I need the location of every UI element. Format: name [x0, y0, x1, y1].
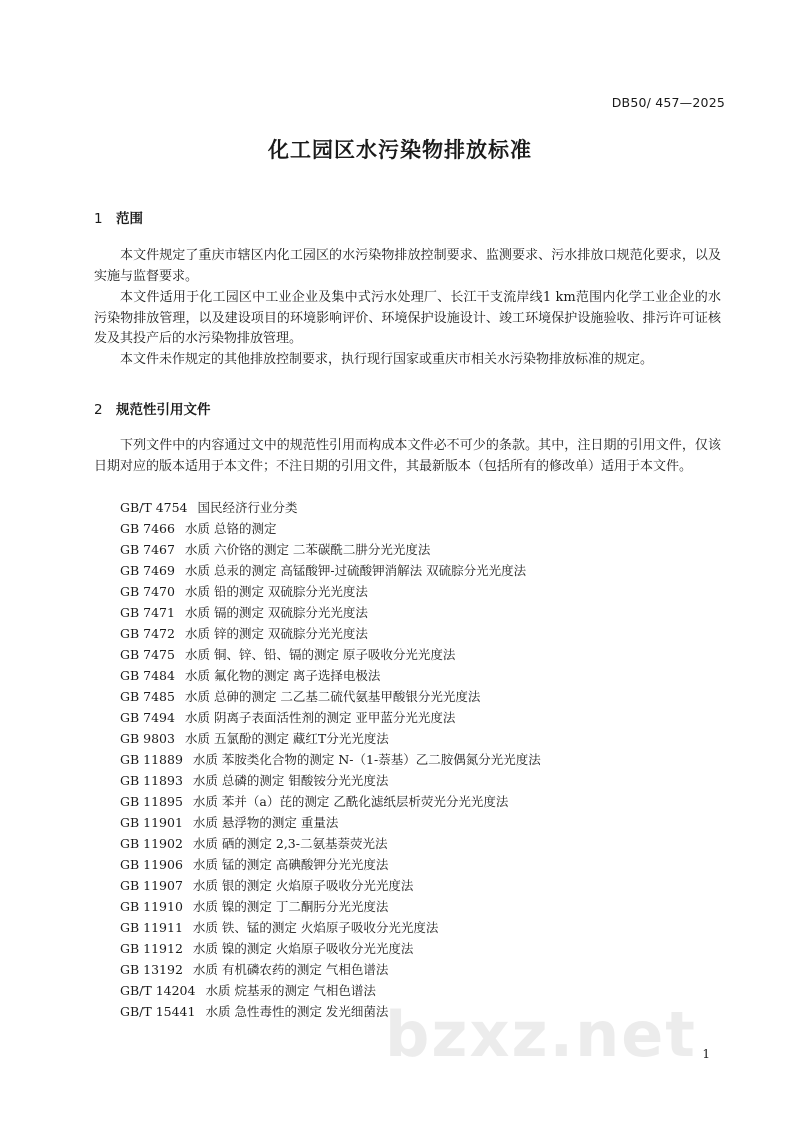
reference-code: GB/T 14204 — [120, 983, 196, 998]
reference-code: GB 11895 — [120, 794, 183, 809]
reference-title: 水质 铅的测定 双硫腙分光光度法 — [184, 584, 368, 599]
reference-title: 水质 氟化物的测定 离子选择电极法 — [184, 668, 381, 683]
reference-title: 水质 阴离子表面活性剂的测定 亚甲蓝分光光度法 — [184, 710, 456, 725]
reference-item — [94, 560, 541, 581]
reference-item — [94, 875, 541, 896]
reference-code: GB 11902 — [120, 836, 183, 851]
reference-code: GB 11906 — [120, 857, 183, 872]
reference-code: GB 7466 — [120, 521, 175, 536]
section-title: 范围 — [116, 211, 143, 227]
reference-code: GB 7494 — [120, 710, 175, 725]
reference-code: GB 11893 — [120, 773, 183, 788]
reference-item — [94, 959, 541, 980]
reference-item — [94, 917, 541, 938]
reference-code: GB 7470 — [120, 584, 175, 599]
reference-code: GB 11911 — [120, 920, 183, 935]
reference-code: GB 7472 — [120, 626, 175, 641]
section-heading-normative-references — [94, 398, 211, 418]
reference-item — [94, 665, 541, 686]
reference-title: 水质 悬浮物的测定 重量法 — [192, 815, 339, 830]
reference-item — [94, 518, 541, 539]
reference-code: GB 7471 — [120, 605, 175, 620]
reference-title: 水质 锌的测定 双硫腙分光光度法 — [184, 626, 368, 641]
reference-item — [94, 623, 541, 644]
document-code: DB50/ 457—2025 — [611, 95, 725, 110]
reference-item — [94, 812, 541, 833]
reference-code: GB 11912 — [120, 941, 183, 956]
reference-title: 水质 银的测定 火焰原子吸收分光光度法 — [192, 878, 414, 893]
scope-paragraph-1: 本文件规定了重庆市辖区内化工园区的水污染物排放控制要求、监测要求、污水排放口规范化要求，以及实施与监督要求。 — [94, 248, 721, 284]
reference-item — [94, 854, 541, 875]
reference-title: 水质 烷基汞的测定 气相色谱法 — [205, 983, 376, 998]
section-title: 规范性引用文件 — [116, 402, 211, 418]
reference-item — [94, 602, 541, 623]
reference-title: 水质 镉的测定 双硫腙分光光度法 — [184, 605, 368, 620]
reference-code: GB 7484 — [120, 668, 175, 683]
reference-title: 水质 镍的测定 火焰原子吸收分光光度法 — [192, 941, 414, 956]
reference-code: GB 11907 — [120, 878, 183, 893]
watermark: bzxz.net — [385, 998, 697, 1071]
reference-item — [94, 896, 541, 917]
reference-title: 水质 六价铬的测定 二苯碳酰二肼分光光度法 — [184, 542, 431, 557]
reference-code: GB 11889 — [120, 752, 183, 767]
reference-item — [94, 686, 541, 707]
reference-item — [94, 644, 541, 665]
reference-title: 水质 总铬的测定 — [184, 521, 277, 536]
reference-title: 水质 五氯酚的测定 藏红T分光光度法 — [184, 731, 389, 746]
reference-code: GB 7469 — [120, 563, 175, 578]
reference-item — [94, 770, 541, 791]
document-title: 化工园区水污染物排放标准 — [268, 138, 532, 162]
reference-code: GB/T 4754 — [120, 500, 188, 515]
reference-code: GB 13192 — [120, 962, 183, 977]
reference-code: GB 7485 — [120, 689, 175, 704]
reference-title: 水质 有机磷农药的测定 气相色谱法 — [192, 962, 389, 977]
reference-item — [94, 497, 541, 518]
references-intro-paragraph: 下列文件中的内容通过文中的规范性引用而构成本文件必不可少的条款。其中，注日期的引用文件，仅该日期对应的版本适用于本文件；不注日期的引用文件，其最新版本（包括所有的修改单）适用于本文件。 — [94, 438, 721, 474]
reference-title: 水质 硒的测定 2,3-二氨基萘荧光法 — [192, 836, 388, 851]
reference-title: 水质 急性毒性的测定 发光细菌法 — [205, 1004, 389, 1019]
reference-title: 水质 苯并（a）芘的测定 乙酰化滤纸层析荧光分光光度法 — [192, 794, 509, 809]
section-number: 2 — [94, 402, 103, 418]
reference-title: 水质 镍的测定 丁二酮肟分光光度法 — [192, 899, 389, 914]
reference-item — [94, 938, 541, 959]
reference-title: 水质 铁、锰的测定 火焰原子吸收分光光度法 — [192, 920, 439, 935]
reference-code: GB 11910 — [120, 899, 183, 914]
reference-item — [94, 791, 541, 812]
reference-title: 水质 铜、锌、铅、镉的测定 原子吸收分光光度法 — [184, 647, 456, 662]
reference-title: 水质 总磷的测定 钼酸铵分光光度法 — [192, 773, 389, 788]
reference-item — [94, 581, 541, 602]
reference-code: GB 7467 — [120, 542, 175, 557]
section-heading-scope — [94, 207, 143, 227]
reference-item — [94, 707, 541, 728]
reference-item — [94, 833, 541, 854]
reference-title: 水质 锰的测定 高碘酸钾分光光度法 — [192, 857, 389, 872]
reference-code: GB 7475 — [120, 647, 175, 662]
reference-code: GB 11901 — [120, 815, 183, 830]
scope-paragraph-3: 本文件未作规定的其他排放控制要求，执行现行国家或重庆市相关水污染物排放标准的规定。 — [120, 352, 654, 367]
reference-title: 水质 总汞的测定 高锰酸钾-过硫酸钾消解法 双硫腙分光光度法 — [184, 563, 527, 578]
reference-item — [94, 539, 541, 560]
reference-item — [94, 728, 541, 749]
reference-title: 水质 苯胺类化合物的测定 N-（1-萘基）乙二胺偶氮分光光度法 — [192, 752, 541, 767]
reference-code: GB 9803 — [120, 731, 175, 746]
reference-item — [94, 749, 541, 770]
reference-list — [94, 497, 541, 1022]
section-number: 1 — [94, 211, 103, 227]
page-number: 1 — [702, 1047, 710, 1061]
reference-title: 水质 总砷的测定 二乙基二硫代氨基甲酸银分光光度法 — [184, 689, 481, 704]
reference-code: GB/T 15441 — [120, 1004, 196, 1019]
scope-paragraph-2: 本文件适用于化工园区中工业企业及集中式污水处理厂、长江干支流岸线1 km范围内化学工业企业的水污染物排放管理，以及建设项目的环境影响评价、环境保护设施设计、竣工环境保护设施验收、排污许可证核发及其投产后的水污染物排放管理。 — [94, 290, 721, 346]
reference-title: 国民经济行业分类 — [197, 500, 298, 515]
